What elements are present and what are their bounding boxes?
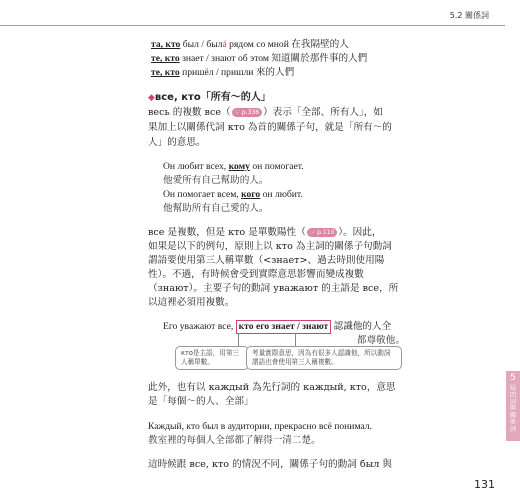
paragraph-line: （знают）。主要子句的動詞 уважают 的主語是 все，所 [148, 283, 399, 294]
example-line [151, 66, 294, 79]
text-run: весь 的複數 все（ [148, 107, 231, 118]
relative-phrase: та, кто [151, 39, 181, 50]
chapter-number: 5 [510, 373, 516, 383]
example-text: он любит. [260, 189, 303, 200]
relative-pronoun: кому [228, 161, 250, 172]
paragraph-line: 謂語要使用第三人稱單數（<знает>、過去時則使用陽 [148, 255, 385, 266]
example-line [163, 160, 304, 173]
translation-line: 都尊敬他。 [357, 335, 405, 346]
example-text: 認識他的人全 [331, 321, 392, 332]
section-heading [148, 91, 271, 105]
page-ref: p.336 [241, 109, 260, 116]
diamond-bullet-icon: ◆ [148, 93, 155, 103]
highlighted-clause: кто его знает / знают [236, 320, 332, 334]
example-text: рядом со мной 在我隔壁的人 [226, 39, 349, 50]
text-run: ）。因此， [338, 227, 382, 238]
example-text: пришёл / пришли [179, 67, 254, 78]
page-ref-badge: ☞ p.336 [232, 108, 262, 117]
example-line [151, 52, 367, 65]
paragraph-line: 性）。不過，有時候會受到實際意思影響而變成複數 [148, 269, 364, 280]
text-run: ）表示「全部、所有人」，如 [263, 107, 383, 118]
paragraph-line [148, 226, 381, 239]
example-line: Каждый, кто был в аудитории, прекрасно всё понимал. [148, 421, 372, 432]
example-text: знает / знают об этом 知道關於那件事的人們 [179, 53, 368, 64]
example-line [163, 320, 391, 334]
section-label: 5.2 關係詞 [449, 11, 489, 20]
example-text: Его уважают все, [163, 321, 236, 332]
section-title: все, кто「所有～的人」 [154, 92, 271, 103]
paragraph-line: 如果是以下的例句，原則上以 кто 為主詞的關係子句動詞 [148, 241, 392, 252]
page-ref: p.110 [317, 229, 335, 236]
relative-phrase: те, кто [151, 67, 180, 78]
example-line [163, 188, 303, 201]
relative-pronoun: кого [241, 189, 261, 200]
translation-line: 他幫助所有自己愛的人。 [163, 203, 269, 214]
chapter-title: 疑問詞與關係詞 [509, 385, 517, 433]
example-text: 來的人們 [253, 67, 295, 78]
example-text: был / был [180, 39, 223, 50]
example-line [151, 38, 349, 51]
example-text: Он помогает всем, [163, 189, 242, 200]
annotation-note-left: кто是主語，用第三人稱單數。 [175, 346, 249, 370]
note-connector [238, 333, 239, 347]
relative-phrase: те, кто [151, 53, 180, 64]
note-connector [295, 333, 296, 347]
text-run: все 是複數，但是 кто 是單數陽性（ [148, 227, 306, 238]
stress-mark: á [222, 39, 227, 50]
paragraph-line: 這時候跟 все, кто 的情況不同，關係子句的動詞 был 與 [148, 459, 393, 470]
annotation-note-right: 考量實際意思，因為有很多人認識他，所以動詞謂語也會使用第三人稱複數。 [246, 346, 402, 370]
paragraph-line: 此外，也有以 каждый 為先行詞的 каждый, кто，意思 [148, 382, 396, 393]
paragraph-line: 以這裡必須用複數。 [148, 297, 235, 308]
page-number: 131 [474, 478, 495, 491]
paragraph-line: 是「每個～的人、全部」 [148, 396, 254, 407]
example-text: он помогает. [249, 161, 304, 172]
paragraph-line: 人」的意思。 [148, 137, 206, 148]
translation-line: 他愛所有自己幫助的人。 [163, 175, 269, 186]
chapter-side-tab[interactable] [506, 371, 520, 441]
running-header [0, 11, 505, 26]
paragraph-line [148, 106, 383, 119]
paragraph-line: 果加上以關係代詞 кто 為首的關係子句，就是「所有～的 [148, 122, 392, 133]
translation-line: 教室裡的每個人全部都了解得一清二楚。 [148, 435, 321, 446]
page-ref-badge: ☞ p.110 [307, 228, 337, 237]
example-text: Он любит всех, [163, 161, 229, 172]
